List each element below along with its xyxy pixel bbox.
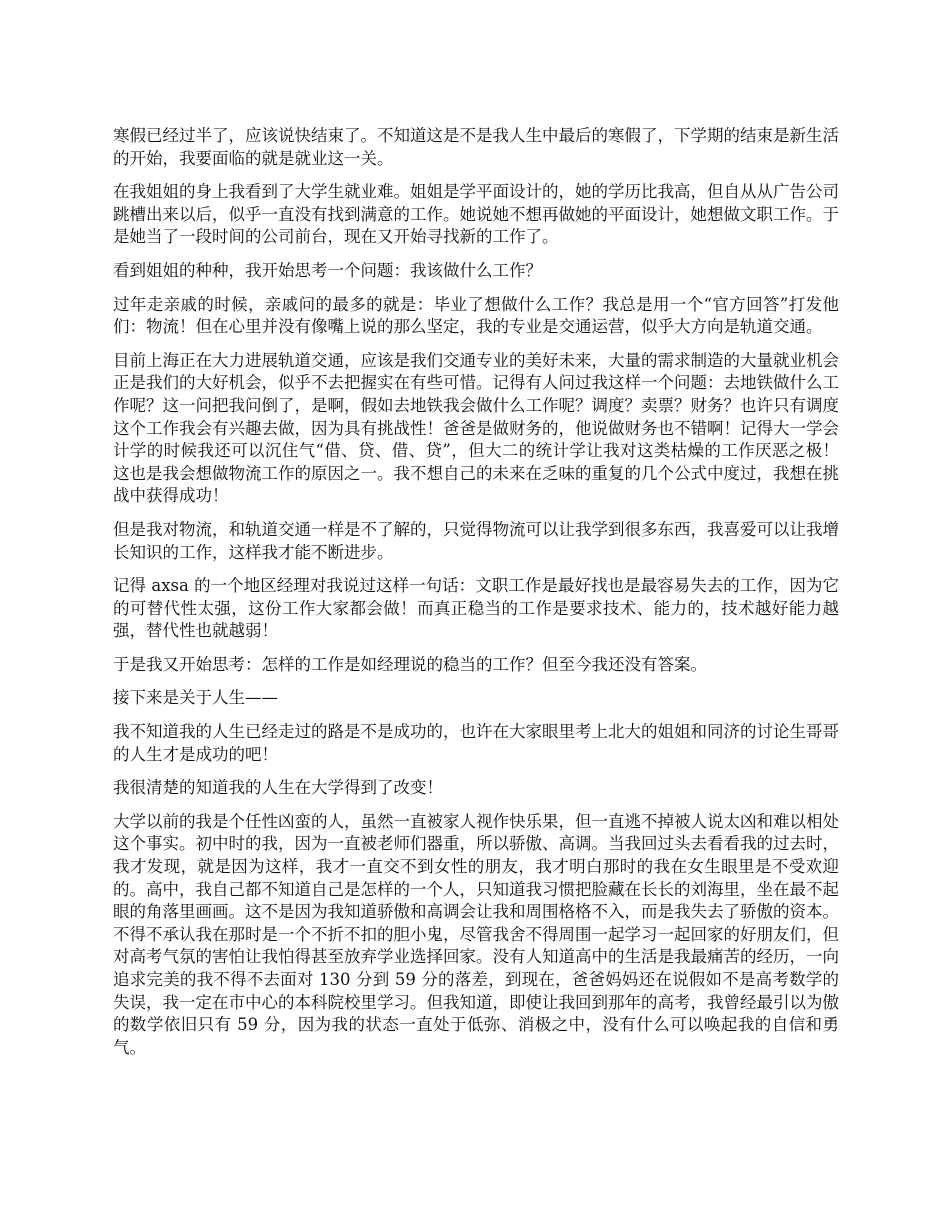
paragraph: 看到姐姐的种种，我开始思考一个问题：我该做什么工作？ <box>113 260 542 280</box>
paragraph: 我不知道我的人生已经走过的路是不是成功的，也许在大家眼里考上北大的姐姐和同济的讨论生哥哥的人生才是成功的吧！ <box>113 722 839 764</box>
paragraph: 在我姐姐的身上我看到了大学生就业难。姐姐是学平面设计的，她的学历比我高，但自从从广告公司跳槽出来以后，似乎一直没有找到满意的工作。她说她不想再做她的平面设计，她想做文职工作。于是她当了一段时间的公司前台，现在又开始寻找新的工作了。 <box>113 182 839 247</box>
paragraph: 目前上海正在大力进展轨道交通，应该是我们交通专业的美好未来，大量的需求制造的大量就业机会正是我们的大好机会，似乎不去把握实在有些可惜。记得有人问过我这样一个问题：去地铁做什么工作呢？这一问把我问倒了，是啊，假如去地铁我会做什么工作呢？调度？卖票？财务？也许只有调度这个工作我会有兴趣去做，因为具有挑战性！爸爸是做财务的，他说做财务也不错啊！记得大一学会计学的时候我还可以沉住气“借、贷、借、贷”，但大二的统计学让我对这类枯燥的工作厌恶之极！这也是我会想做物流工作的原因之一。我不想自己的未来在乏味的重复的几个公式中度过，我想在挑战中获得成功！ <box>113 350 839 506</box>
paragraph: 寒假已经过半了，应该说快结束了。不知道这是不是我人生中最后的寒假了，下学期的结束是新生活的开始，我要面临的就是就业这一关。 <box>113 126 839 168</box>
paragraph: 过年走亲戚的时候，亲戚问的最多的就是：毕业了想做什么工作？我总是用一个“官方回答”打发他们：物流！但在心里并没有像嘴上说的那么坚定，我的专业是交通运营，似乎大方向是轨道交通。 <box>113 294 839 337</box>
paragraph: 接下来是关于人生—— <box>113 688 278 708</box>
paragraph: 但是我对物流，和轨道交通一样是不了解的，只觉得物流可以让我学到很多东西，我喜爱可以让我增长知识的工作，这样我才能不断进步。 <box>113 519 839 562</box>
document-body <box>113 125 839 1070</box>
paragraph: 大学以前的我是个任性凶蛮的人，虽然一直被家人视作快乐果，但一直逃不掉被人说太凶和难以相处这个事实。初中时的我，因为一直被老师们器重，所以骄傲、高调。当我回过头去看看我的过去时，我才发现，就是因为这样，我才一直交不到女性的朋友，我才明白那时的我在女生眼里是不受欢迎的。高中，我自己都不知道自己是怎样的一个人，只知道我习惯把脸藏在长长的刘海里，坐在最不起眼的角落里画画。这不是因为我知道骄傲和高调会让我和周围格格不入，而是我失去了骄傲的资本。不得不承认我在那时是一个不折不扣的胆小鬼，尽管我舍不得周围一起学习一起回家的好朋友们，但对高考气氛的害怕让我怕得甚至放弃学业选择回家。没有人知道高中的生活是我最痛苦的经历，一向追求完美的我不得不去面对 130 分到 59 分的落差，到现在，爸爸妈妈还在说假如不是高考数学的失误，我一定在市中心的本科院校里学习。但我知道，即使让我回到那年的高考，我曾经最引以为傲的数学依旧只有 59 分，因为我的状态一直处于低弥、消极之中，没有什么可以唤起我的自信和勇气。 <box>113 811 839 1057</box>
paragraph: 记得 axsa 的一个地区经理对我说过这样一句话：文职工作是最好找也是最容易失去的工作，因为它的可替代性太强，这份工作大家都会做！而真正稳当的工作是要求技术、能力的，技术越好能力越强，替代性也就越弱！ <box>113 576 839 641</box>
paragraph: 于是我又开始思考：怎样的工作是如经理说的稳当的工作？但至今我还没有答案。 <box>113 654 707 674</box>
paragraph: 我很清楚的知道我的人生在大学得到了改变！ <box>113 778 443 798</box>
